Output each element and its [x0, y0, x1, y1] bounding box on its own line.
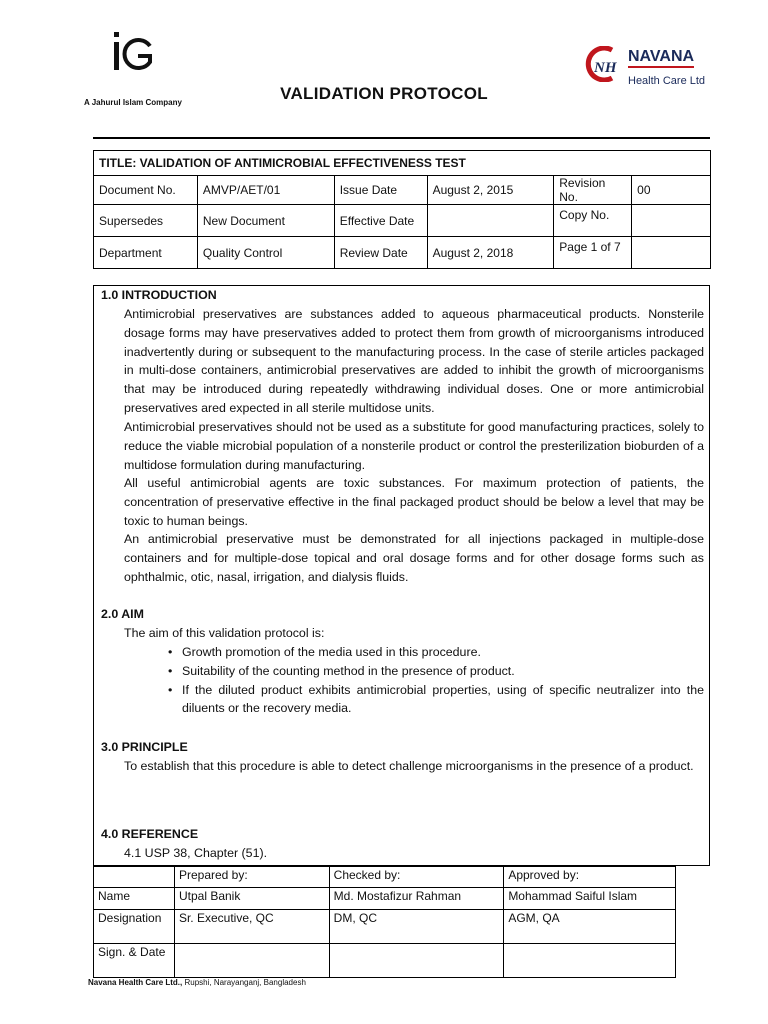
header-approved-by: Approved by:: [504, 867, 676, 888]
aim-lead: The aim of this validation protocol is:: [124, 626, 325, 640]
page-number: Page 1 of 7: [554, 237, 632, 269]
table-row: [94, 888, 676, 910]
document-info-table: [93, 150, 711, 269]
company-tagline: A Jahurul Islam Company: [84, 98, 182, 107]
footer-location: Rupshi, Narayanganj, Bangladesh: [182, 978, 306, 987]
table-row: [94, 205, 711, 237]
list-item: • Growth promotion of the media used in this procedure.: [164, 643, 704, 662]
table-row: [94, 176, 711, 205]
approved-name: Mohammad Saiful Islam: [504, 888, 676, 910]
value-copy-no: [632, 205, 711, 237]
prepared-designation: Sr. Executive, QC: [174, 910, 329, 944]
navana-name: NAVANA: [628, 48, 694, 68]
label-supersedes: Supersedes: [94, 205, 198, 237]
checked-designation: DM, QC: [329, 910, 504, 944]
table-row: [94, 867, 676, 888]
value-page-extra: [632, 237, 711, 269]
label-review-date: Review Date: [334, 237, 427, 269]
signoff-corner: [94, 867, 175, 888]
prepared-name: Utpal Banik: [174, 888, 329, 910]
label-designation: Designation: [94, 910, 175, 944]
approved-designation: AGM, QA: [504, 910, 676, 944]
approved-sign: [504, 944, 676, 978]
intro-paragraph-1: Antimicrobial preservatives are substances added to aqueous pharmaceutical products. Nonsterile dosage forms may have preservatives added to protect them from growth of microorganisms introduced inadvertently during or subsequent to the manufacturing process. In the case of sterile articles packaged in multi-dose containers, antimicrobial preservatives are added to inhibit the growth of microorganisms that may be introduced during repeatedly withdrawing individual doses. One or more antimicrobial preservatives ared expected in all sterile multidose units.: [124, 307, 704, 415]
section-heading-reference: 4.0 REFERENCE: [101, 827, 199, 841]
value-revision-no: 00: [632, 176, 711, 205]
intro-paragraph-4: An antimicrobial preservative must be demonstrated for all injections packaged in multiple-dose containers and for multiple-dose topical and oral dosage forms and for other dosage forms such as ophthalmic, otic, nasal, irrigation, and dialysis fluids.: [124, 532, 704, 584]
header-prepared-by: Prepared by:: [174, 867, 329, 888]
svg-text:NH: NH: [594, 60, 617, 76]
value-review-date: August 2, 2018: [427, 237, 554, 269]
section-heading-principle: 3.0 PRINCIPLE: [101, 740, 188, 754]
section-heading-introduction: 1.0 INTRODUCTION: [101, 288, 217, 302]
label-sign-date: Sign. & Date: [94, 944, 175, 978]
checked-sign: [329, 944, 504, 978]
document-title: VALIDATION PROTOCOL: [280, 84, 488, 103]
footer-address: [88, 978, 306, 987]
section-heading-aim: 2.0 AIM: [101, 607, 144, 621]
protocol-title: TITLE: VALIDATION OF ANTIMICROBIAL EFFECTIVENESS TEST: [94, 151, 711, 176]
prepared-sign: [174, 944, 329, 978]
checked-name: Md. Mostafizur Rahman: [329, 888, 504, 910]
reference-item: 4.1 USP 38, Chapter (51).: [124, 846, 268, 860]
value-effective-date: [427, 205, 554, 237]
navana-subtitle: Health Care Ltd: [628, 75, 706, 87]
label-effective-date: Effective Date: [334, 205, 427, 237]
aim-list: [164, 643, 704, 718]
table-row: [94, 237, 711, 269]
value-department: Quality Control: [197, 237, 334, 269]
navana-logo-icon: [582, 46, 628, 82]
footer-company: Navana Health Care Ltd.,: [88, 978, 183, 987]
list-item: • If the diluted product exhibits antimicrobial properties, using of specific neutralizer into the diluents or the recovery media.: [164, 681, 704, 719]
header-checked-by: Checked by:: [329, 867, 504, 888]
value-issue-date: August 2, 2015: [427, 176, 554, 205]
label-revision-no: Revision No.: [554, 176, 632, 205]
table-row: [94, 944, 676, 978]
principle-text: To establish that this procedure is able to detect challenge microorganisms in the presence of a product.: [124, 759, 694, 773]
signoff-table: [93, 866, 676, 978]
intro-paragraph-3: All useful antimicrobial agents are toxic substances. For maximum protection of patients, the concentration of preservative effective in the final packaged product should be below a level that may be toxic to human beings.: [124, 476, 704, 528]
label-name: Name: [94, 888, 175, 910]
intro-paragraph-2: Antimicrobial preservatives should not be used as a substitute for good manufacturing practices, solely to reduce the viable microbial population of a nonsterile product or control the presterilization bioburden of a multidose formulation during manufacturing.: [124, 420, 704, 472]
label-copy-no: Copy No.: [554, 205, 632, 237]
value-document-no: AMVP/AET/01: [197, 176, 334, 205]
value-supersedes: New Document: [197, 205, 334, 237]
label-issue-date: Issue Date: [334, 176, 427, 205]
ig-logo: [110, 30, 158, 74]
label-department: Department: [94, 237, 198, 269]
label-document-no: Document No.: [94, 176, 198, 205]
list-item: • Suitability of the counting method in the presence of product.: [164, 662, 704, 681]
header-rule: [93, 137, 710, 139]
table-row: [94, 910, 676, 944]
protocol-body: [93, 285, 710, 866]
